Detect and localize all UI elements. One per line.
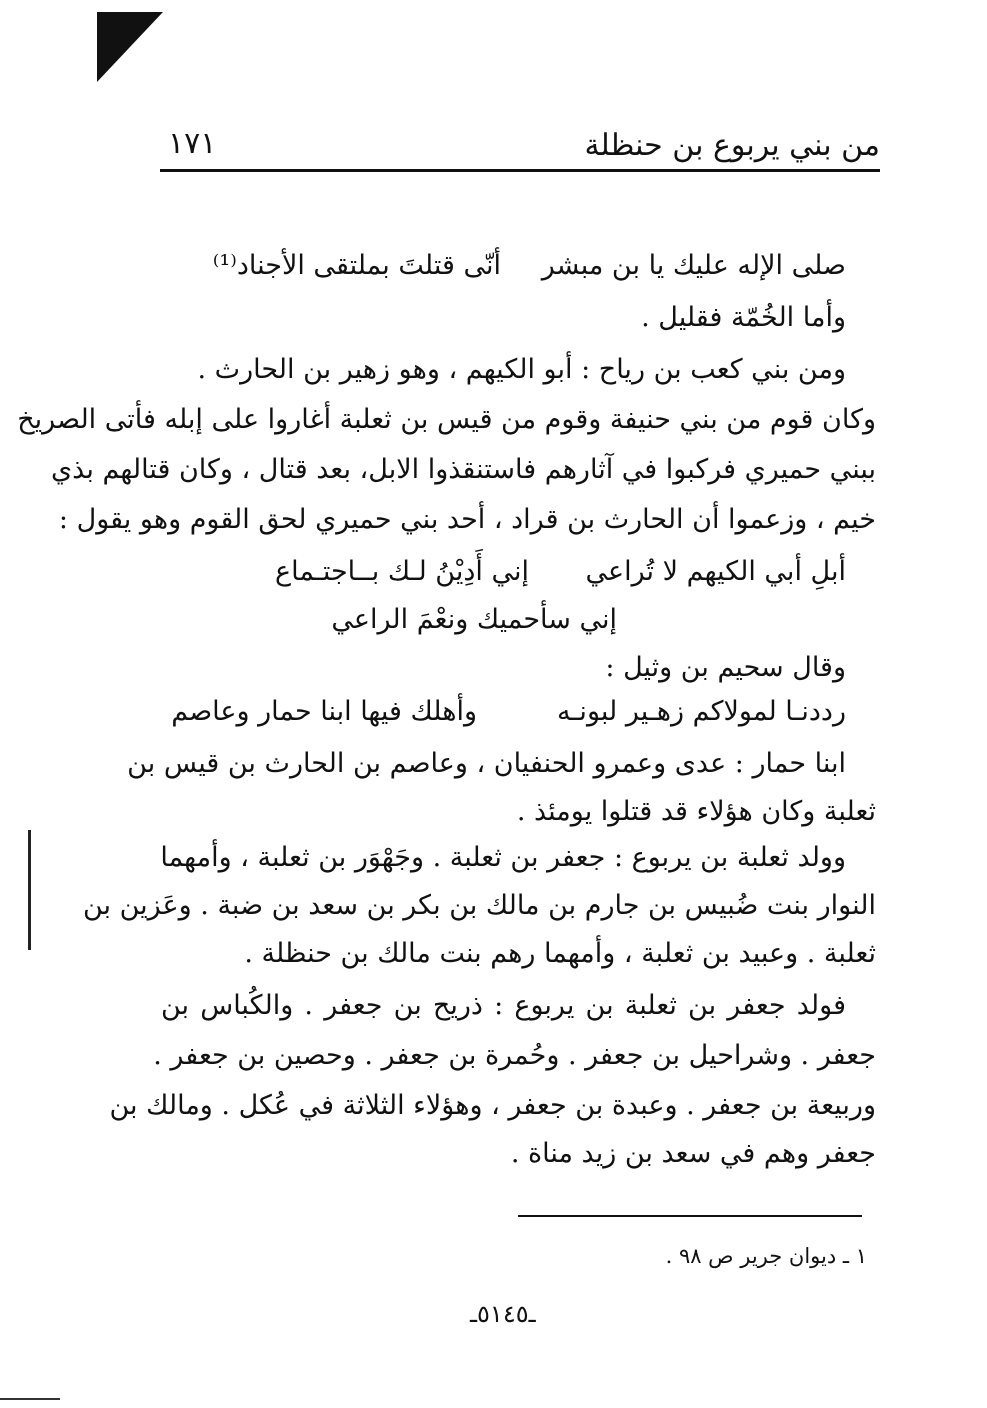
text-line-1: وأما الخُمّة فقليل . <box>641 302 846 333</box>
text-line-7: ثعلبة وكان هؤلاء قد قتلوا يومئذ . <box>516 796 876 827</box>
text-line-9: النوار بنت ضُبيس بن جارم بن مالك بن بكر بن سعد بن ضبة . وعَزين بن <box>82 890 876 921</box>
header-title: من بني يربوع بن حنظلة <box>584 128 880 163</box>
footnote-rule <box>518 1215 862 1217</box>
said-line: وقال سحيم بن وثيل : <box>605 652 846 683</box>
text-line-10: ثعلبة . وعبيد بن ثعلبة ، وأمهما رهم بنت مالك بن حنظلة . <box>244 938 876 969</box>
header-rule <box>160 169 880 172</box>
verse2-third: إني سأحميك ونعْمَ الراعي <box>331 604 617 635</box>
header-page-number: ١٧١ <box>168 126 217 161</box>
margin-line <box>28 830 31 950</box>
text-line-14: جعفر وهم في سعد بن زيد مناة . <box>510 1138 876 1169</box>
text-line-6: ابنا حمار : عدى وعمرو الحنفيان ، وعاصم بن الحارث بن قيس بن <box>127 748 846 779</box>
corner-triangle-mark <box>97 12 163 82</box>
text-line-5: خيم ، وزعموا أن الحارث بن قراد ، أحد بني حميري لحق القوم وهو يقول : <box>58 504 876 535</box>
verse2-first-hemistich: أبلِ أبي الكيهم لا تُراعي <box>585 556 846 587</box>
text-line-2: ومن بني كعب بن رياح : أبو الكيهم ، وهو زهير بن الحارث . <box>197 354 846 385</box>
verse3-first-hemistich: رددنـا لمولاكم زهـير لبونـه <box>557 696 846 727</box>
text-line-4: ببني حميري فركبوا في آثارهم فاستنقذوا الابل، بعد قتال ، وكان قتالهم بذي <box>51 454 876 485</box>
text-line-3: وكان قوم من بني حنيفة وقوم من قيس بن ثعلبة أغاروا على إبله فأتى الصريخ <box>17 404 876 435</box>
verse2-second-hemistich: إني أَدِيْنُ لـك بــاجتـماع <box>274 556 529 587</box>
verse1-first-hemistich: صلى الإله عليك يا بن مبشر <box>541 250 846 281</box>
footnote: ١ ـ ديوان جرير ص ٩٨ . <box>665 1244 867 1268</box>
verse1-second-hemistich: أنّى قتلتَ بملتقى الأجناد⁽¹⁾ <box>212 250 501 281</box>
verse3-second-hemistich: وأهلك فيها ابنا حمار وعاصم <box>171 696 477 727</box>
bottom-edge-mark <box>0 1398 60 1400</box>
text-line-8: وولد ثعلبة بن يربوع : جعفر بن ثعلبة . وجَهْوَر بن ثعلبة ، وأمهما <box>160 842 846 873</box>
text-line-11: فولد جعفر بن ثعلبة بن يربوع : ذريح بن جعفر . والكُباس بن <box>161 990 846 1021</box>
page-header <box>160 120 880 172</box>
page-footer-number: ـ٥١٤٥ـ <box>470 1300 536 1328</box>
text-line-12: جعفر . وشراحيل بن جعفر . وحُمرة بن جعفر . وحصين بن جعفر . <box>153 1040 876 1071</box>
text-line-13: وربيعة بن جعفر . وعبدة بن جعفر ، وهؤلاء الثلاثة في عُكل . ومالك بن <box>109 1090 876 1121</box>
